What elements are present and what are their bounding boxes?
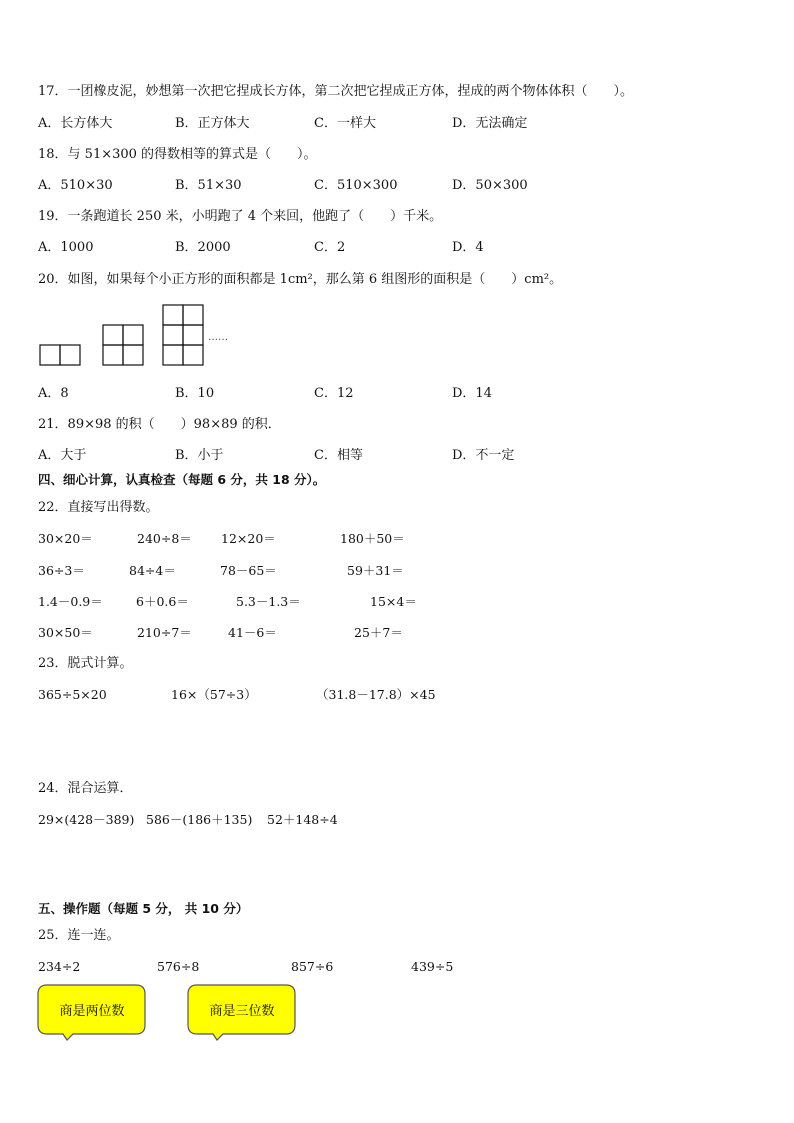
- q17-option-a: A．长方体大: [38, 116, 113, 131]
- q22-r3-c4: 15×4＝: [370, 594, 417, 609]
- section5-heading: 五、操作题（每题 5 分， 共 10 分）: [38, 901, 249, 916]
- q22-r1-c4: 180＋50＝: [340, 531, 405, 546]
- q22-r2-c2: 84÷4＝: [129, 563, 176, 578]
- q25-bubble-two-digit[interactable]: [37, 984, 147, 1042]
- q19-stem: 19．一条跑道长 250 米，小明跑了 4 个来回，他跑了（ ）千米。: [38, 209, 443, 224]
- q22-r2-c1: 36÷3＝: [38, 563, 85, 578]
- q22-r1-c1: 30×20＝: [38, 531, 93, 546]
- q24-stem: 24．混合运算．: [38, 781, 133, 796]
- q20-option-d: D．14: [452, 386, 492, 401]
- q20-stem: 20．如图，如果每个小正方形的面积都是 1cm²，那么第 6 组图形的面积是（ ）cm²。: [38, 272, 563, 287]
- q20-ellipsis: ……: [208, 332, 228, 343]
- q23-stem: 23．脱式计算。: [38, 656, 133, 671]
- q18-option-b: B．51×30: [175, 178, 242, 193]
- q21-option-c: C．相等: [314, 448, 363, 463]
- q18-option-d: D．50×300: [452, 178, 528, 193]
- q20-group-3: [163, 305, 203, 365]
- q25-bubble-three-digit-label: 商是三位数: [209, 1003, 275, 1019]
- q17-option-d: D．无法确定: [452, 116, 528, 131]
- q22-r2-c3: 78－65＝: [220, 563, 277, 578]
- q22-r3-c2: 6＋0.6＝: [136, 594, 189, 609]
- q18-stem: 18．与 51×300 的得数相等的算式是（ ）。: [38, 147, 317, 162]
- q20-option-a: A．8: [38, 386, 69, 401]
- q22-r4-c4: 25＋7＝: [354, 625, 403, 640]
- q24-item-2: 586－(186＋135): [146, 812, 253, 827]
- q24-item-3: 52＋148÷4: [267, 812, 338, 827]
- q19-option-a: A．1000: [38, 240, 94, 255]
- q20-option-b: B．10: [175, 386, 215, 401]
- q22-r3-c1: 1.4－0.9＝: [38, 594, 103, 609]
- q25-stem: 25．连一连。: [38, 928, 120, 943]
- q18-option-c: C．510×300: [314, 178, 398, 193]
- q25-item-1: 234÷2: [38, 959, 81, 974]
- q23-item-2: 16×（57÷3）: [171, 687, 257, 702]
- q22-r1-c3: 12×20＝: [221, 531, 276, 546]
- q21-option-b: B．小于: [175, 448, 224, 463]
- q20-group-1: [40, 345, 80, 365]
- q18-option-a: A．510×30: [38, 178, 113, 193]
- q20-option-c: C．12: [314, 386, 354, 401]
- q19-option-b: B．2000: [175, 240, 231, 255]
- q25-bubble-three-digit[interactable]: [187, 984, 297, 1042]
- q22-stem: 22．直接写出得数。: [38, 500, 159, 515]
- section4-heading: 四、细心计算，认真检查（每题 6 分，共 18 分）。: [38, 472, 326, 487]
- q22-r3-c3: 5.3－1.3＝: [236, 594, 301, 609]
- q23-item-3: （31.8－17.8）×45: [316, 687, 436, 702]
- q17-stem: 17．一团橡皮泥，妙想第一次把它捏成长方体，第二次把它捏成正方体，捏成的两个物体体积（ ）。: [38, 84, 634, 99]
- q25-item-4: 439÷5: [411, 959, 454, 974]
- q22-r4-c1: 30×50＝: [38, 625, 93, 640]
- q19-option-d: D．4: [452, 240, 484, 255]
- q22-r2-c4: 59＋31＝: [347, 563, 404, 578]
- q25-item-3: 857÷6: [291, 959, 334, 974]
- q22-r4-c3: 41－6＝: [228, 625, 277, 640]
- q24-item-1: 29×(428－389): [38, 812, 135, 827]
- q17-option-b: B．正方体大: [175, 116, 250, 131]
- q21-option-d: D．不一定: [452, 448, 515, 463]
- q23-item-1: 365÷5×20: [38, 687, 107, 702]
- q21-option-a: A．大于: [38, 448, 87, 463]
- q17-option-c: C．一样大: [314, 116, 376, 131]
- q25-bubble-two-digit-label: 商是两位数: [59, 1003, 125, 1019]
- q22-r4-c2: 210÷7＝: [137, 625, 192, 640]
- q22-r1-c2: 240÷8＝: [137, 531, 192, 546]
- q19-option-c: C．2: [314, 240, 346, 255]
- q20-square-pattern-figure: [36, 302, 276, 368]
- q21-stem: 21．89×98 的积（ ）98×89 的积．: [38, 417, 281, 432]
- q25-item-2: 576÷8: [157, 959, 200, 974]
- q20-group-2: [103, 325, 143, 365]
